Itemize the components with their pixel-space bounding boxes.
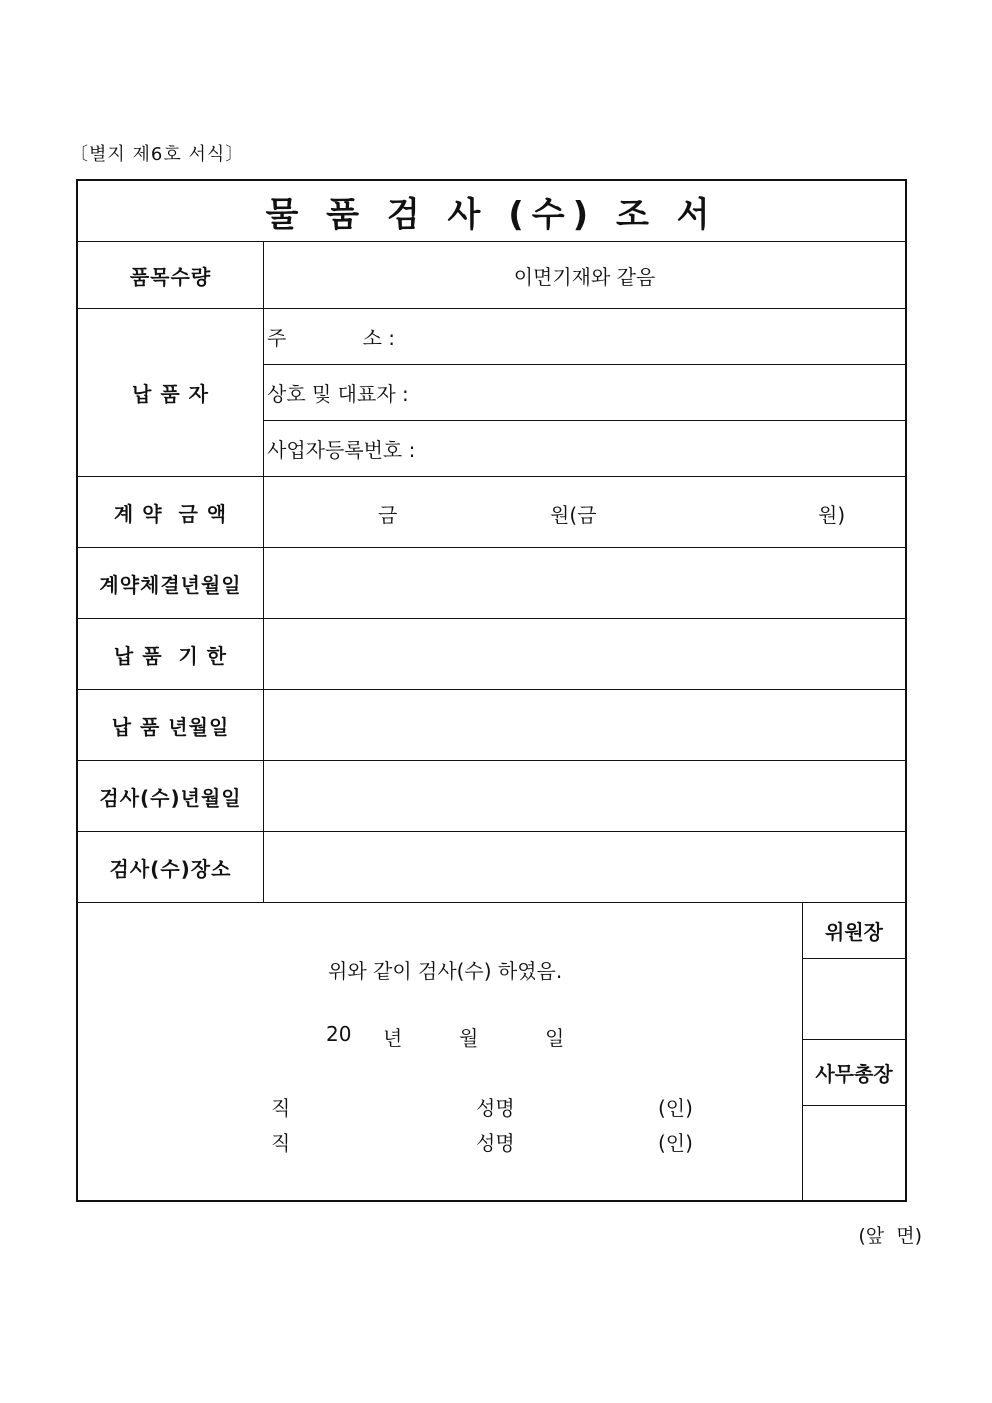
secretary-label: 사무총장: [815, 1062, 893, 1086]
inspection-place-value: [264, 832, 905, 902]
inspection-date-label: 검사(수)년월일: [99, 785, 242, 810]
signer-name: 성명: [476, 1096, 515, 1120]
items-label: 품목수량: [129, 264, 212, 289]
items-value: 이면기재와 같음: [513, 264, 656, 289]
delivery-deadline-value: [264, 619, 905, 689]
signer-seal: (인): [658, 1096, 693, 1120]
signer-position: 직: [271, 1096, 291, 1120]
signer-name: 성명: [476, 1131, 515, 1155]
amount-won-open: 원(금: [550, 503, 597, 527]
contract-amount-label: 계 약 금 액: [113, 501, 228, 526]
month-label: 월: [459, 1026, 479, 1050]
form-number: 〔별지 제6호 서식〕: [70, 144, 245, 165]
signer-position: 직: [271, 1131, 291, 1155]
year-label: 년: [383, 1026, 403, 1050]
inspection-report-form: [76, 179, 907, 1202]
supplier-company: 상호 및 대표자 :: [267, 382, 409, 406]
amount-won-close: 원): [818, 503, 846, 527]
statement-text: 위와 같이 검사(수) 하였음.: [328, 959, 563, 983]
document-title: 물 품 검 사 (수) 조 서: [265, 194, 718, 235]
year-prefix: 20: [326, 1022, 352, 1046]
amount-prefix: 금: [378, 503, 398, 527]
inspection-place-label: 검사(수)장소: [109, 856, 232, 881]
contract-date-label: 계약체결년월일: [99, 572, 242, 597]
delivery-date-label: 납 품 년월일: [111, 714, 230, 739]
chair-label: 위원장: [825, 920, 883, 944]
day-label: 일: [545, 1026, 565, 1050]
contract-amount-value: [264, 477, 905, 547]
chair-seal-box: [803, 959, 905, 1039]
supplier-address: 주 소 :: [267, 326, 396, 350]
contract-date-value: [264, 548, 905, 618]
supplier-label: 납 품 자: [132, 382, 209, 406]
secretary-seal-box: [803, 1106, 905, 1200]
page-side-label: (앞 면): [858, 1225, 922, 1247]
signer-seal: (인): [658, 1131, 693, 1155]
delivery-date-value: [264, 690, 905, 760]
divider: [78, 902, 905, 903]
inspection-date-value: [264, 761, 905, 831]
delivery-deadline-label: 납 품 기 한: [113, 643, 228, 668]
supplier-business-number: 사업자등록번호 :: [267, 438, 416, 462]
